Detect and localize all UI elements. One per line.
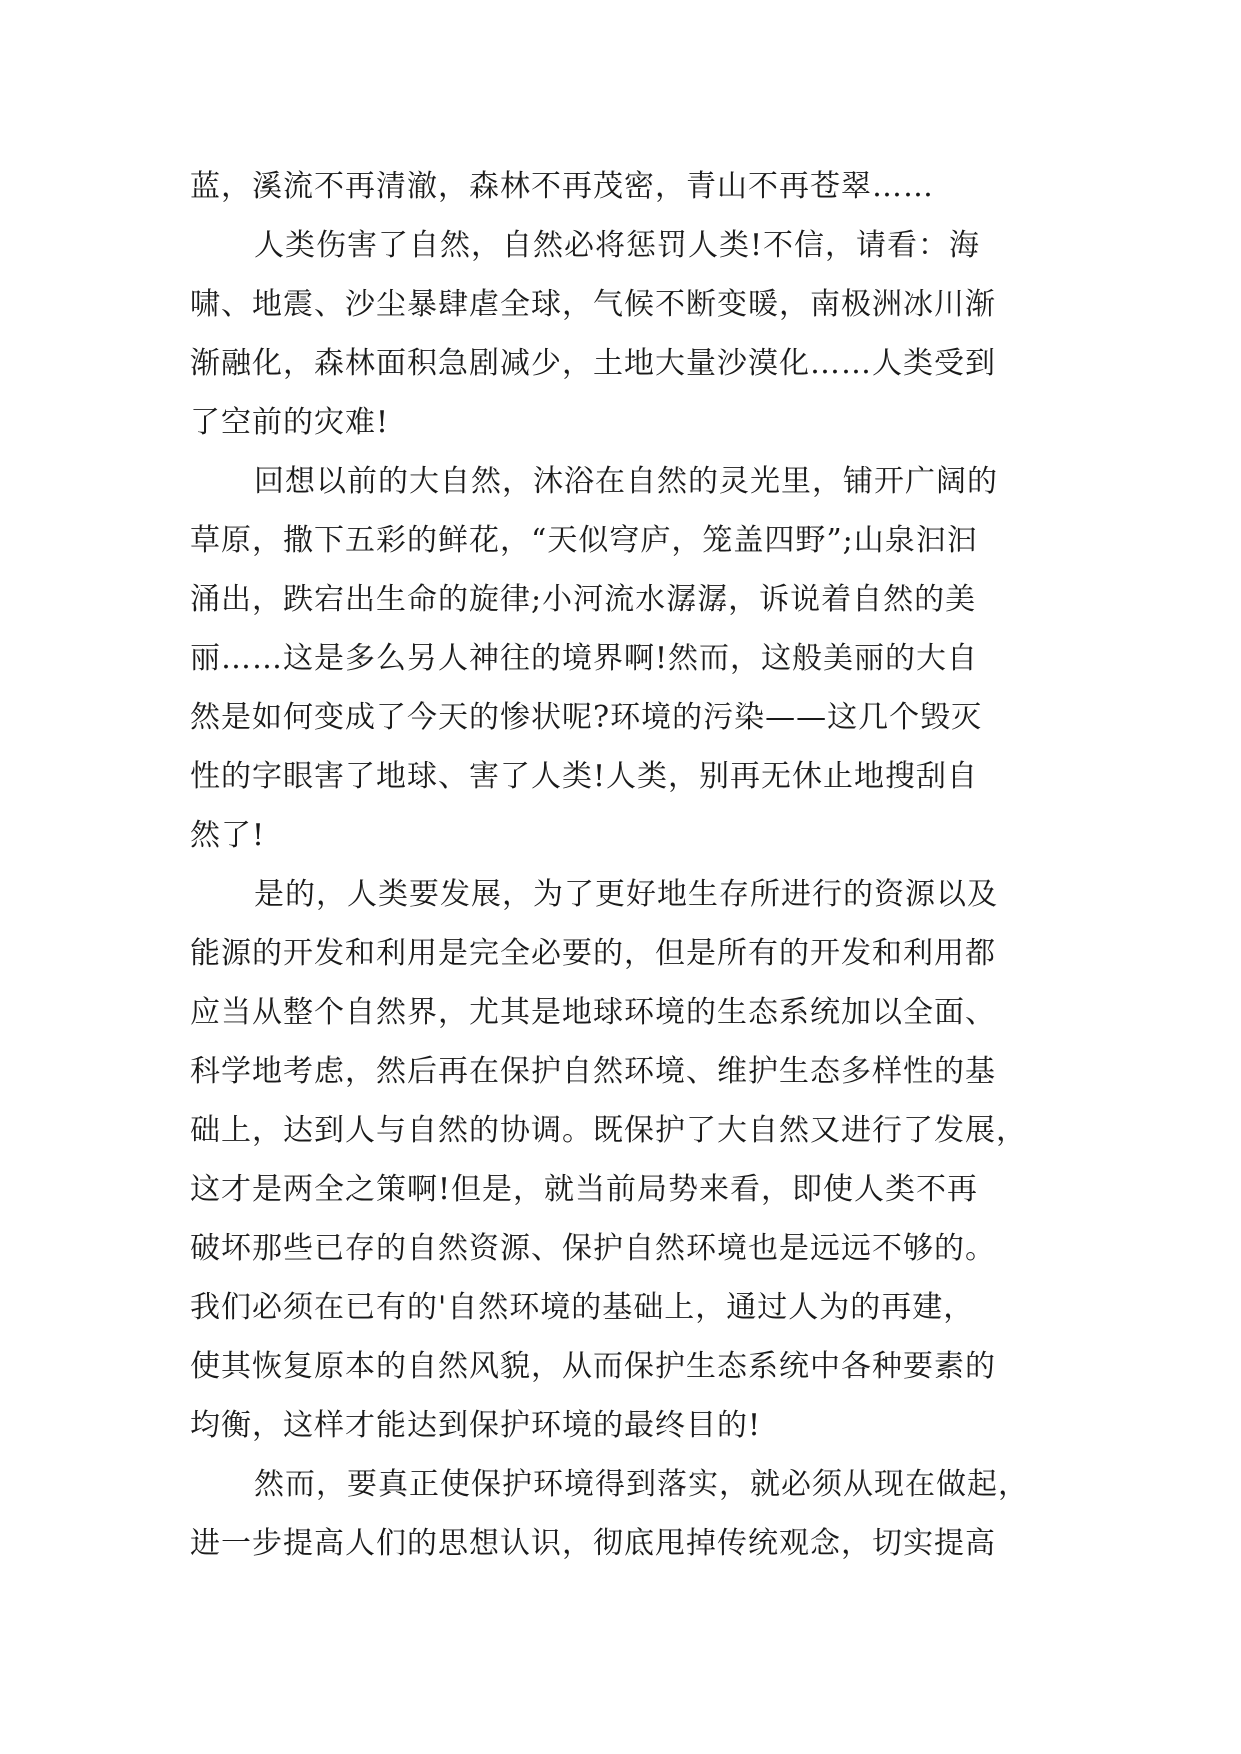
text-line: 啸、地震、沙尘暴肆虐全球，气候不断变暖，南极洲冰川渐 <box>190 287 996 322</box>
paragraph-start-line: 是的，人类要发展，为了更好地生存所进行的资源以及 <box>254 877 998 912</box>
text-line: 科学地考虑，然后再在保护自然环境、维护生态多样性的基 <box>190 1054 996 1089</box>
text-line: 渐融化，森林面积急剧减少，土地大量沙漠化……人类受到 <box>190 346 996 381</box>
paragraph-start-line: 然而，要真正使保护环境得到落实，就必须从现在做起， <box>254 1467 1029 1502</box>
text-line: 能源的开发和利用是完全必要的，但是所有的开发和利用都 <box>190 936 996 971</box>
text-line: 了空前的灾难! <box>190 405 390 440</box>
text-line: 蓝，溪流不再清澈，森林不再茂密，青山不再苍翠…… <box>190 169 934 204</box>
text-line: 础上，达到人与自然的协调。既保护了大自然又进行了发展， <box>190 1113 1027 1148</box>
text-line: 进一步提高人们的思想认识，彻底甩掉传统观念，切实提高 <box>190 1526 996 1561</box>
text-line: 应当从整个自然界，尤其是地球环境的生态系统加以全面、 <box>190 995 996 1030</box>
text-line: 丽……这是多么另人神往的境界啊!然而，这般美丽的大自 <box>190 641 979 676</box>
paragraph-start-line: 人类伤害了自然，自然必将惩罚人类!不信，请看：海 <box>254 228 981 263</box>
text-line: 均衡，这样才能达到保护环境的最终目的! <box>190 1408 762 1443</box>
text-line: 我们必须在已有的'自然环境的基础上，通过人为的再建， <box>190 1290 975 1325</box>
text-line: 然了! <box>190 818 266 853</box>
text-line: 这才是两全之策啊!但是，就当前局势来看，即使人类不再 <box>190 1172 979 1207</box>
text-line: 然是如何变成了今天的惨状呢?环境的污染——这几个毁灭 <box>190 700 983 735</box>
essay-body <box>190 157 1070 1573</box>
text-line: 涌出，跌宕出生命的旋律;小河流水潺潺，诉说着自然的美 <box>190 582 977 617</box>
text-line: 性的字眼害了地球、害了人类!人类，别再无休止地搜刮自 <box>190 759 979 794</box>
text-line: 破坏那些已存的自然资源、保护自然环境也是远远不够的。 <box>190 1231 996 1266</box>
text-line: 草原，撒下五彩的鲜花，“天似穹庐，笼盖四野”;山泉汩汩 <box>190 523 978 558</box>
paragraph-start-line: 回想以前的大自然，沐浴在自然的灵光里，铺开广阔的 <box>254 464 998 499</box>
text-line: 使其恢复原本的自然风貌，从而保护生态系统中各种要素的 <box>190 1349 996 1384</box>
